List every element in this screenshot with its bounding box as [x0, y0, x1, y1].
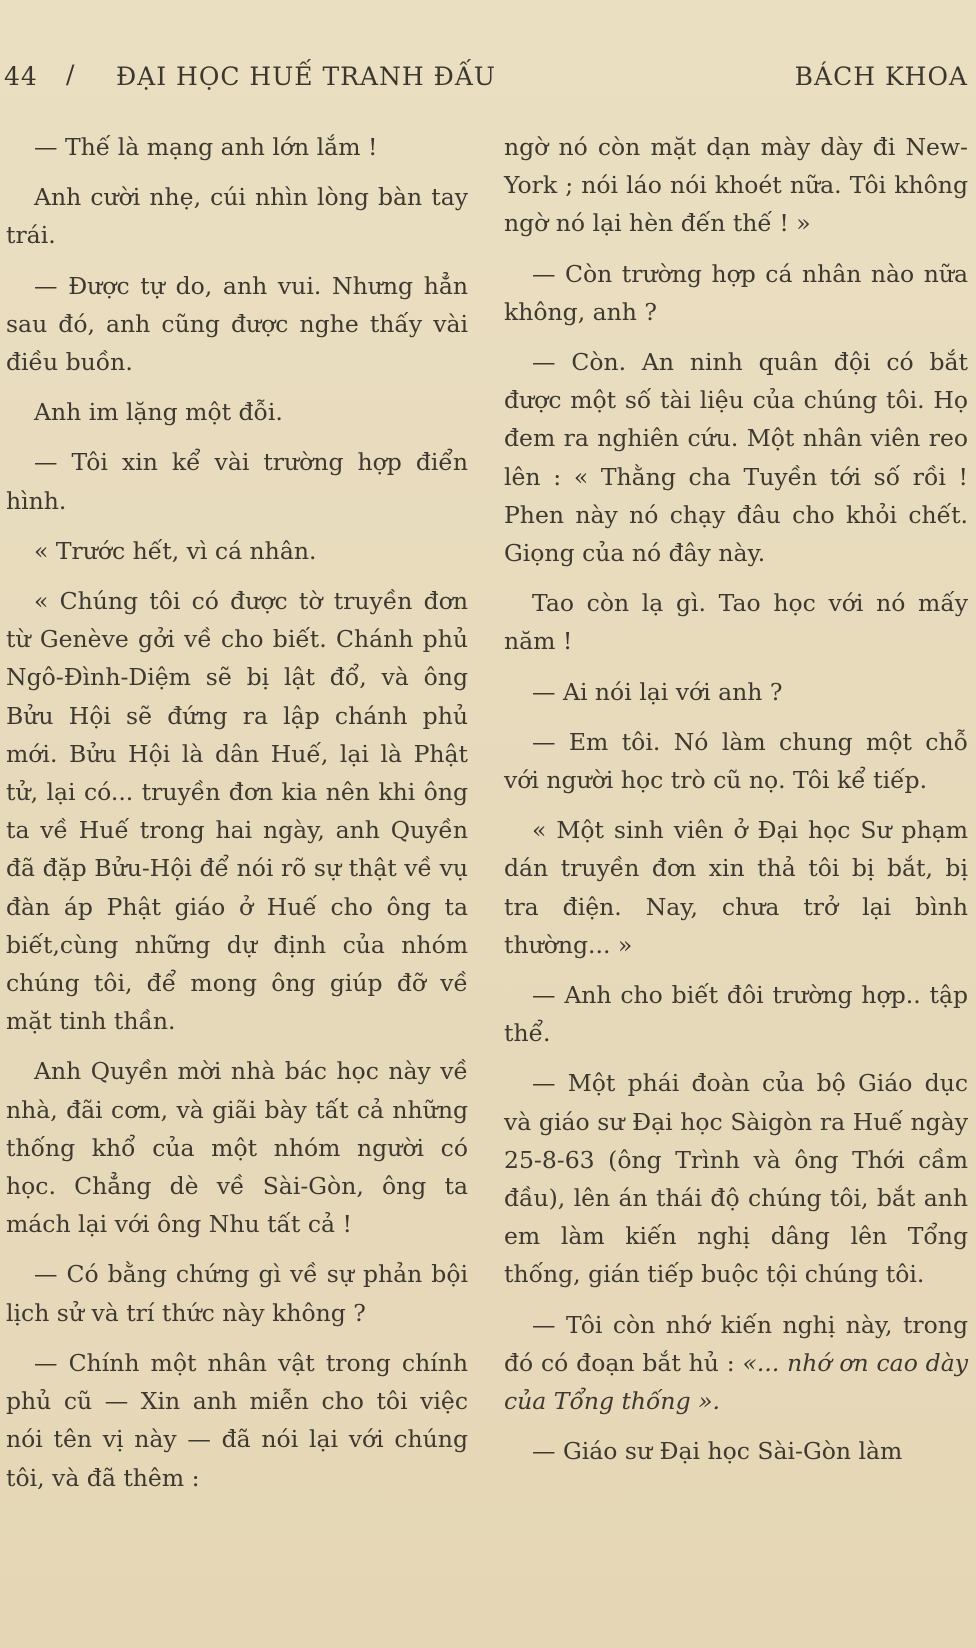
paragraph: — Em tôi. Nó làm chung một chỗ với người học trò cũ nọ. Tôi kể tiếp. [504, 727, 968, 795]
paragraph [504, 1306, 968, 1421]
paragraph: « Chúng tôi có được tờ truyền đơn từ Genève gởi về cho biết. Chánh phủ Ngô-Đình-Diệm sẽ bị lật đổ, và ông Bửu Hội sẽ đứng ra lập chánh phủ mới. Bửu Hội là dân Huế, lại là Phật tử, lại có... truyền đơn kia nên khi ông ta về Huế trong hai ngày, anh Quyền đã đặp Bửu-Hội để nói rõ sự thật về vụ đàn áp Phật giáo ở Huế cho ông ta biết,cùng những dự định của nhóm chúng tôi, để mong ông giúp đỡ về mặt tinh thần. [6, 587, 468, 1036]
paragraph: Anh Quyền mời nhà bác học này về nhà, đãi cơm, và giãi bày tất cả những thống khổ của một nhóm người có học. Chẳng dè về Sài-Gòn, ông ta mách lại với ông Nhu tất cả ! [6, 1057, 468, 1239]
paragraph: — Ai nói lại với anh ? [532, 677, 783, 706]
paragraph: — Được tự do, anh vui. Nhưng hẳn sau đó, anh cũng được nghe thấy vài điều buồn. [6, 271, 468, 377]
paragraph: Anh cười nhẹ, cúi nhìn lòng bàn tay trái. [6, 183, 468, 250]
paragraph: — Có bằng chứng gì về sự phản bội lịch sử và trí thức này không ? [6, 1260, 468, 1327]
header-separator: / [66, 60, 76, 89]
paragraph: — Còn. An ninh quân đội có bắt được một số tài liệu của chúng tôi. Họ đem ra nghiên cứu. Một nhân viên reo lên : « Thằng cha Tuyền tới số rồi ! Phen này nó chạy đâu cho khỏi chết. Giọng của nó đây này. [504, 348, 968, 568]
article-title: ĐẠI HỌC HUẾ TRANH ĐẤU [116, 62, 496, 91]
paragraph: — Anh cho biết đôi trường hợp.. tập thể. [504, 981, 968, 1048]
magazine-name: BÁCH KHOA [794, 62, 968, 91]
paragraph: — Tôi xin kể vài trường hợp điển hình. [6, 448, 468, 515]
right-column [504, 128, 968, 1483]
page-number: 44 [4, 62, 38, 91]
paragraph: — Thế là mạng anh lớn lắm ! [34, 133, 378, 161]
running-header [0, 58, 976, 98]
continued-paragraph: ngờ nó còn mặt dạn mày dày đi New-York ; nói láo nói khoét nữa. Tôi không ngờ nó lại hèn đến thế ! » [504, 133, 968, 238]
paragraph: Anh im lặng một đỗi. [34, 398, 283, 427]
cut-off-paragraph: — Giáo sư Đại học Sài-Gòn làm [532, 1437, 903, 1466]
left-column [6, 128, 468, 1509]
paragraph: « Trước hết, vì cá nhân. [34, 536, 317, 565]
paragraph: Tao còn lạ gì. Tao học với nó mấy năm ! [504, 589, 968, 656]
paragraph: — Còn trường hợp cá nhân nào nữa không, anh ? [504, 259, 968, 326]
paragraph-intro: — Tôi còn nhớ kiến nghị này, trong đó có đoạn bắt hủ : [504, 1310, 968, 1377]
paragraph: — Chính một nhân vật trong chính phủ cũ — Xin anh miễn cho tôi việc nói tên vị này — đã nói lại với chúng tôi, và đã thêm : [6, 1348, 468, 1492]
quoted-petition: «... nhớ ơn cao dày của Tổng thống ». [504, 1348, 969, 1416]
paragraph: — Một phái đoàn của bộ Giáo dục và giáo sư Đại học Sàigòn ra Huế ngày 25-8-63 (ông Trình và ông Thới cầm đầu), lên án thái độ chúng tôi, bắt anh em làm kiến nghị dâng lên Tổng thống, gián tiếp buộc tội chúng tôi. [504, 1069, 968, 1289]
paragraph: « Một sinh viên ở Đại học Sư phạm dán truyền đơn xin thả tôi bị bắt, bị tra điện. Nay, chưa trở lại bình thường... » [504, 816, 968, 959]
